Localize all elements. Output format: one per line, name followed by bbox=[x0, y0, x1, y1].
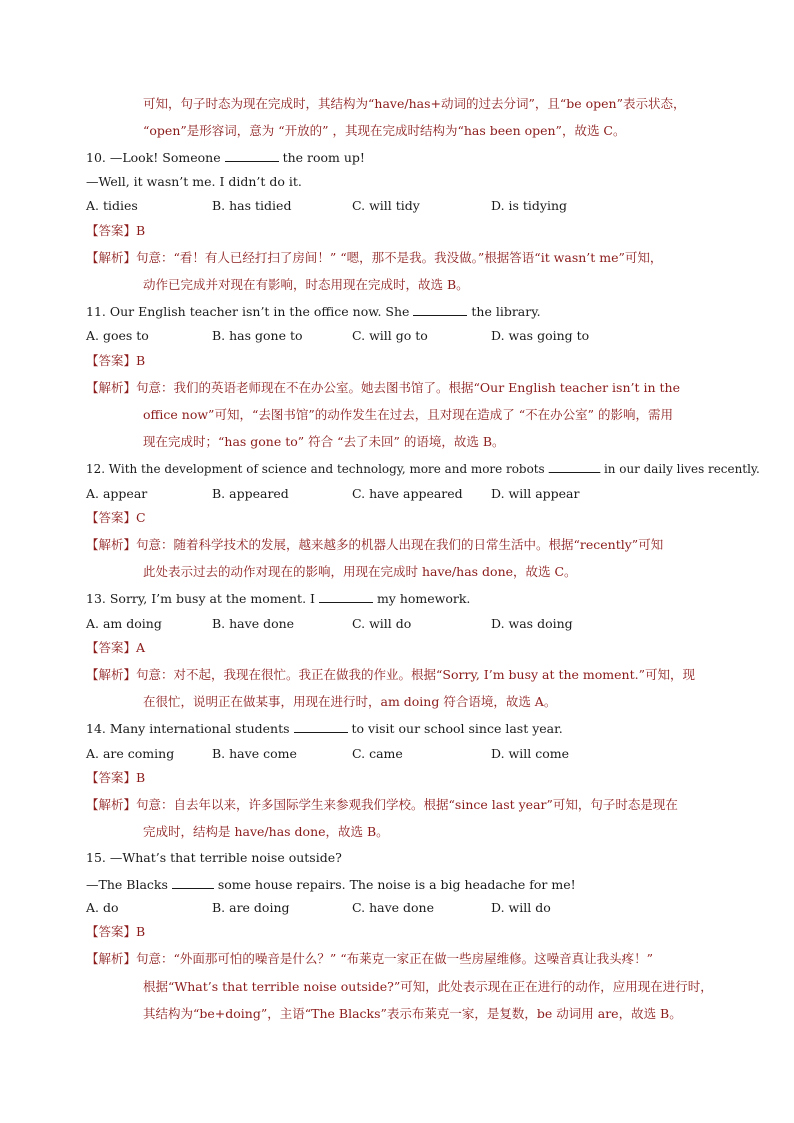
q11-explanation-3: 现在完成时；“has gone to” 符合 “去了未回” 的语境，故选 B。 bbox=[143, 434, 505, 449]
q13-explanation-1: 【解析】句意：对不起，我现在很忙。我正在做我的作业。根据“Sorry, I’m busy at the moment.”可知，现 bbox=[86, 667, 695, 682]
q11-option-a: A. goes to bbox=[86, 328, 149, 343]
answer-blank bbox=[294, 720, 348, 733]
question-13-stem: 13. Sorry, I’m busy at the moment. I my homework. bbox=[86, 591, 471, 606]
q10-explanation-2: 动作已完成并对现在有影响，时态用现在完成时，故选 B。 bbox=[143, 277, 469, 292]
q12-answer: 【答案】C bbox=[86, 510, 146, 525]
q13-explanation-2: 在很忙，说明正在做某事，用现在进行时，am doing 符合语境，故选 A。 bbox=[143, 694, 557, 709]
q12-option-b: B. appeared bbox=[212, 486, 289, 501]
q15-explanation-3: 其结构为“be+doing”，主语“The Blacks”表示布莱克一家，是复数，be 动词用 are，故选 B。 bbox=[143, 1006, 682, 1021]
q14-option-a: A. are coming bbox=[86, 746, 175, 761]
q10-explanation-1: 【解析】句意：“看！有人已经打扫了房间！” “嗯，那不是我。我没做。”根据答语“it wasn’t me”可知， bbox=[86, 250, 663, 265]
q13-answer: 【答案】A bbox=[86, 640, 146, 655]
q10-answer: 【答案】B bbox=[86, 223, 146, 238]
q14-option-b: B. have come bbox=[212, 746, 297, 761]
q14-option-d: D. will come bbox=[491, 746, 569, 761]
q13-option-d: D. was doing bbox=[491, 616, 573, 631]
intro-line-1: 可知，句子时态为现在完成时，其结构为“have/has+动词的过去分词”，且“be open”表示状态， bbox=[143, 96, 686, 111]
question-15-stem-2: —The Blacks some house repairs. The noise is a big headache for me! bbox=[86, 877, 576, 892]
q15-option-b: B. are doing bbox=[212, 900, 290, 915]
answer-blank bbox=[225, 149, 279, 162]
answer-blank bbox=[172, 876, 214, 889]
question-14-stem: 14. Many international students to visit our school since last year. bbox=[86, 721, 563, 736]
answer-blank bbox=[413, 303, 467, 316]
answer-blank bbox=[549, 460, 601, 473]
q11-option-c: C. will go to bbox=[352, 328, 428, 343]
q14-option-c: C. came bbox=[352, 746, 403, 761]
q12-option-a: A. appear bbox=[86, 486, 148, 501]
q15-explanation-1: 【解析】句意：“外面那可怕的噪音是什么？” “布莱克一家正在做一些房屋维修。这噪音真让我头疼！” bbox=[86, 951, 654, 966]
q12-option-c: C. have appeared bbox=[352, 486, 463, 501]
q12-explanation-1: 【解析】句意：随着科学技术的发展，越来越多的机器人出现在我们的日常生活中。根据“recently”可知 bbox=[86, 537, 664, 552]
intro-line-2: “open”是形容词，意为 “开放的” ，其现在完成时结构为“has been open”，故选 C。 bbox=[143, 123, 626, 138]
q11-explanation-2: office now”可知，“去图书馆”的动作发生在过去，且对现在造成了 “不在办公室” 的影响，需用 bbox=[143, 407, 673, 422]
q14-explanation-2: 完成时，结构是 have/has done，故选 B。 bbox=[143, 824, 389, 839]
q12-option-d: D. will appear bbox=[491, 486, 580, 501]
q14-explanation-1: 【解析】句意：自去年以来，许多国际学生来参观我们学校。根据“since last year”可知，句子时态是现在 bbox=[86, 797, 678, 812]
q11-option-b: B. has gone to bbox=[212, 328, 303, 343]
question-11-stem: 11. Our English teacher isn’t in the office now. She the library. bbox=[86, 304, 541, 319]
q10-option-d: D. is tidying bbox=[491, 198, 568, 213]
q13-option-a: A. am doing bbox=[86, 616, 162, 631]
q13-option-b: B. have done bbox=[212, 616, 295, 631]
q10-option-a: A. tidies bbox=[86, 198, 138, 213]
q11-answer: 【答案】B bbox=[86, 353, 146, 368]
q14-answer: 【答案】B bbox=[86, 770, 146, 785]
question-12-stem: 12. With the development of science and technology, more and more robots in our daily lives recently. bbox=[86, 461, 760, 476]
q11-option-d: D. was going to bbox=[491, 328, 590, 343]
q10-option-b: B. has tidied bbox=[212, 198, 292, 213]
question-15-stem-1: 15. —What’s that terrible noise outside? bbox=[86, 850, 342, 865]
q15-option-d: D. will do bbox=[491, 900, 551, 915]
q15-option-c: C. have done bbox=[352, 900, 434, 915]
q11-explanation-1: 【解析】句意：我们的英语老师现在不在办公室。她去图书馆了。根据“Our English teacher isn’t in the bbox=[86, 380, 680, 395]
q12-explanation-2: 此处表示过去的动作对现在的影响，用现在完成时 have/has done，故选 C。 bbox=[143, 564, 577, 579]
question-10-stem-2: —Well, it wasn’t me. I didn’t do it. bbox=[86, 174, 302, 189]
q10-option-c: C. will tidy bbox=[352, 198, 420, 213]
answer-blank bbox=[319, 590, 373, 603]
q15-explanation-2: 根据“What’s that terrible noise outside?”可知，此处表示现在正在进行的动作，应用现在进行时， bbox=[143, 979, 713, 994]
q13-option-c: C. will do bbox=[352, 616, 412, 631]
q15-option-a: A. do bbox=[86, 900, 119, 915]
q15-answer: 【答案】B bbox=[86, 924, 146, 939]
question-10-stem: 10. —Look! Someone the room up! bbox=[86, 150, 365, 165]
